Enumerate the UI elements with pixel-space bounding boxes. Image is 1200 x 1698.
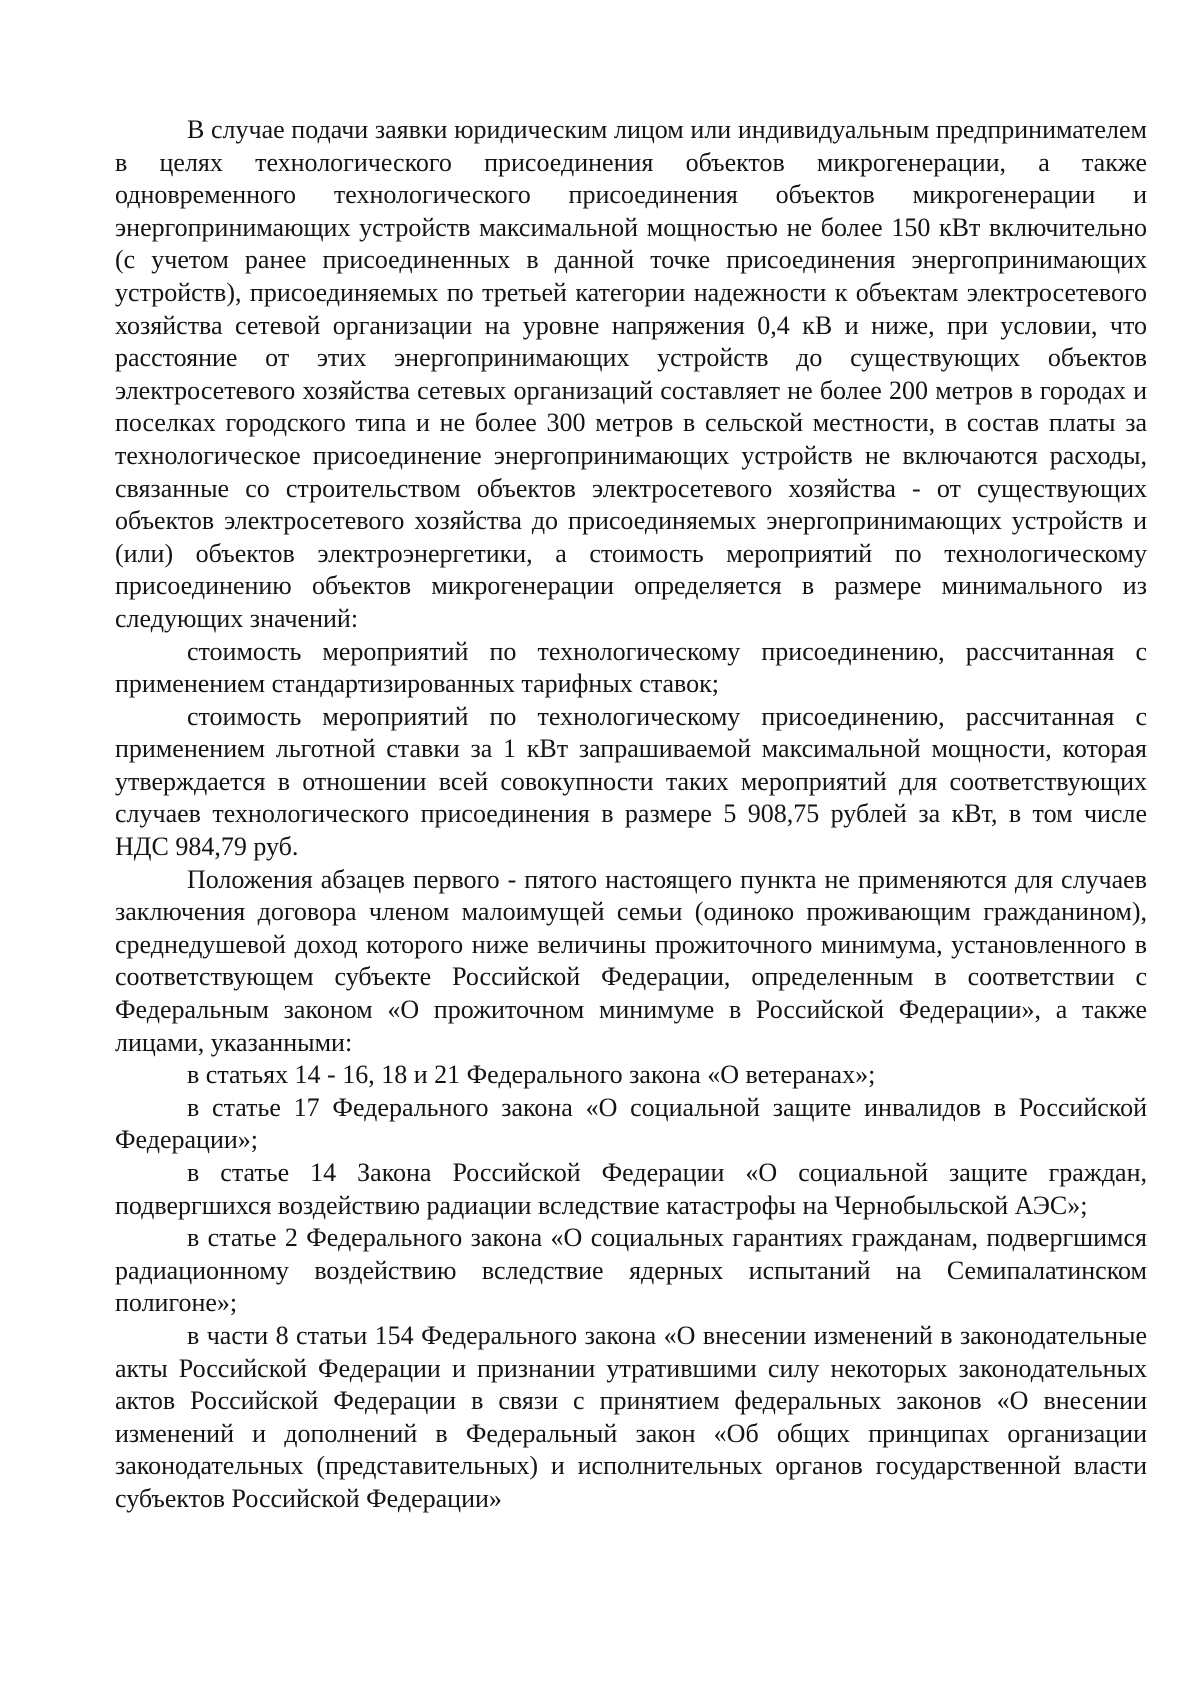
paragraph-preferential-rate-option: стоимость мероприятий по технологическому присоединению, рассчитанная с применением льготной ставки за 1 кВт запрашиваемой максимальной мощности, которая утверждается в отношении всей совокупности таких мероприятий для соответствующих случаев технологического присоединения в размере 5 908,75 рублей за кВт, в том числе НДС 984,79 руб. bbox=[115, 701, 1147, 862]
list-item-semipalatinsk-law: в статье 2 Федерального закона «О социальных гарантиях гражданам, подвергшимся радиационному воздействию вследствие ядерных испытаний на Семипалатинском полигоне»; bbox=[115, 1223, 1147, 1318]
paragraph-microgeneration-conditions: В случае подачи заявки юридическим лицом или индивидуальным предпринимателем в целях технологического присоединения объектов микрогенерации, а также одновременного технологического присоединения объектов микрогенерации и энергопринимающих устройств максимальной мощностью не более 150 кВт включительно (с учетом ранее присоединенных в данной точке присоединения энергопринимающих устройств), присоединяемых по третьей категории надежности к объектам электросетевого хозяйства сетевой организации на уровне напряжения 0,4 кВ и ниже, при условии, что расстояние от этих энергопринимающих устройств до существующих объектов электросетевого хозяйства сетевых организаций составляет не более 200 метров в городах и поселках городского типа и не более 300 метров в сельской местности, в состав платы за технологическое присоединение энергопринимающих устройств не включаются расходы, связанные со строительством объектов электросетевого хозяйства - от существующих объектов электросетевого хозяйства до присоединяемых энергопринимающих устройств и (или) объектов электроэнергетики, а стоимость мероприятий по технологическому присоединению объектов микрогенерации определяется в размере минимального из следующих значений: bbox=[115, 115, 1147, 633]
list-item-veterans-law: в статьях 14 - 16, 18 и 21 Федерального закона «О ветеранах»; bbox=[187, 1060, 876, 1090]
list-item-chernobyl-law: в статье 14 Закона Российской Федерации «О социальной защите граждан, подвергшихся воздействию радиации вследствие катастрофы на Чернобыльской АЭС»; bbox=[115, 1158, 1147, 1220]
list-item-disabled-persons-law: в статье 17 Федерального закона «О социальной защите инвалидов в Российской Федерации»; bbox=[115, 1092, 1147, 1155]
list-item-article-154-law: в части 8 статьи 154 Федерального закона «О внесении изменений в законодательные акты Российской Федерации и признании утратившими силу некоторых законодательных актов Российской Федерации в связи с принятием федеральных законов «О внесении изменений и дополнений в Федеральный закон «Об общих принципах организации законодательных (представительных) и исполнительных органов государственной власти субъектов Российской Федерации» bbox=[115, 1320, 1147, 1513]
paragraph-standard-tariff-option: стоимость мероприятий по технологическому присоединению, рассчитанная с применением стандартизированных тарифных ставок; bbox=[115, 636, 1147, 699]
document-body bbox=[115, 114, 1147, 1516]
paragraph-exceptions: Положения абзацев первого - пятого настоящего пункта не применяются для случаев заключения договора членом малоимущей семьи (одиноко проживающим гражданином), среднедушевой доход которого ниже величины прожиточного минимума, установленного в соответствующем субъекте Российской Федерации, определенным в соответствии с Федеральным законом «О прожиточном минимуме в Российской Федерации», а также лицами, указанными: bbox=[115, 864, 1147, 1057]
